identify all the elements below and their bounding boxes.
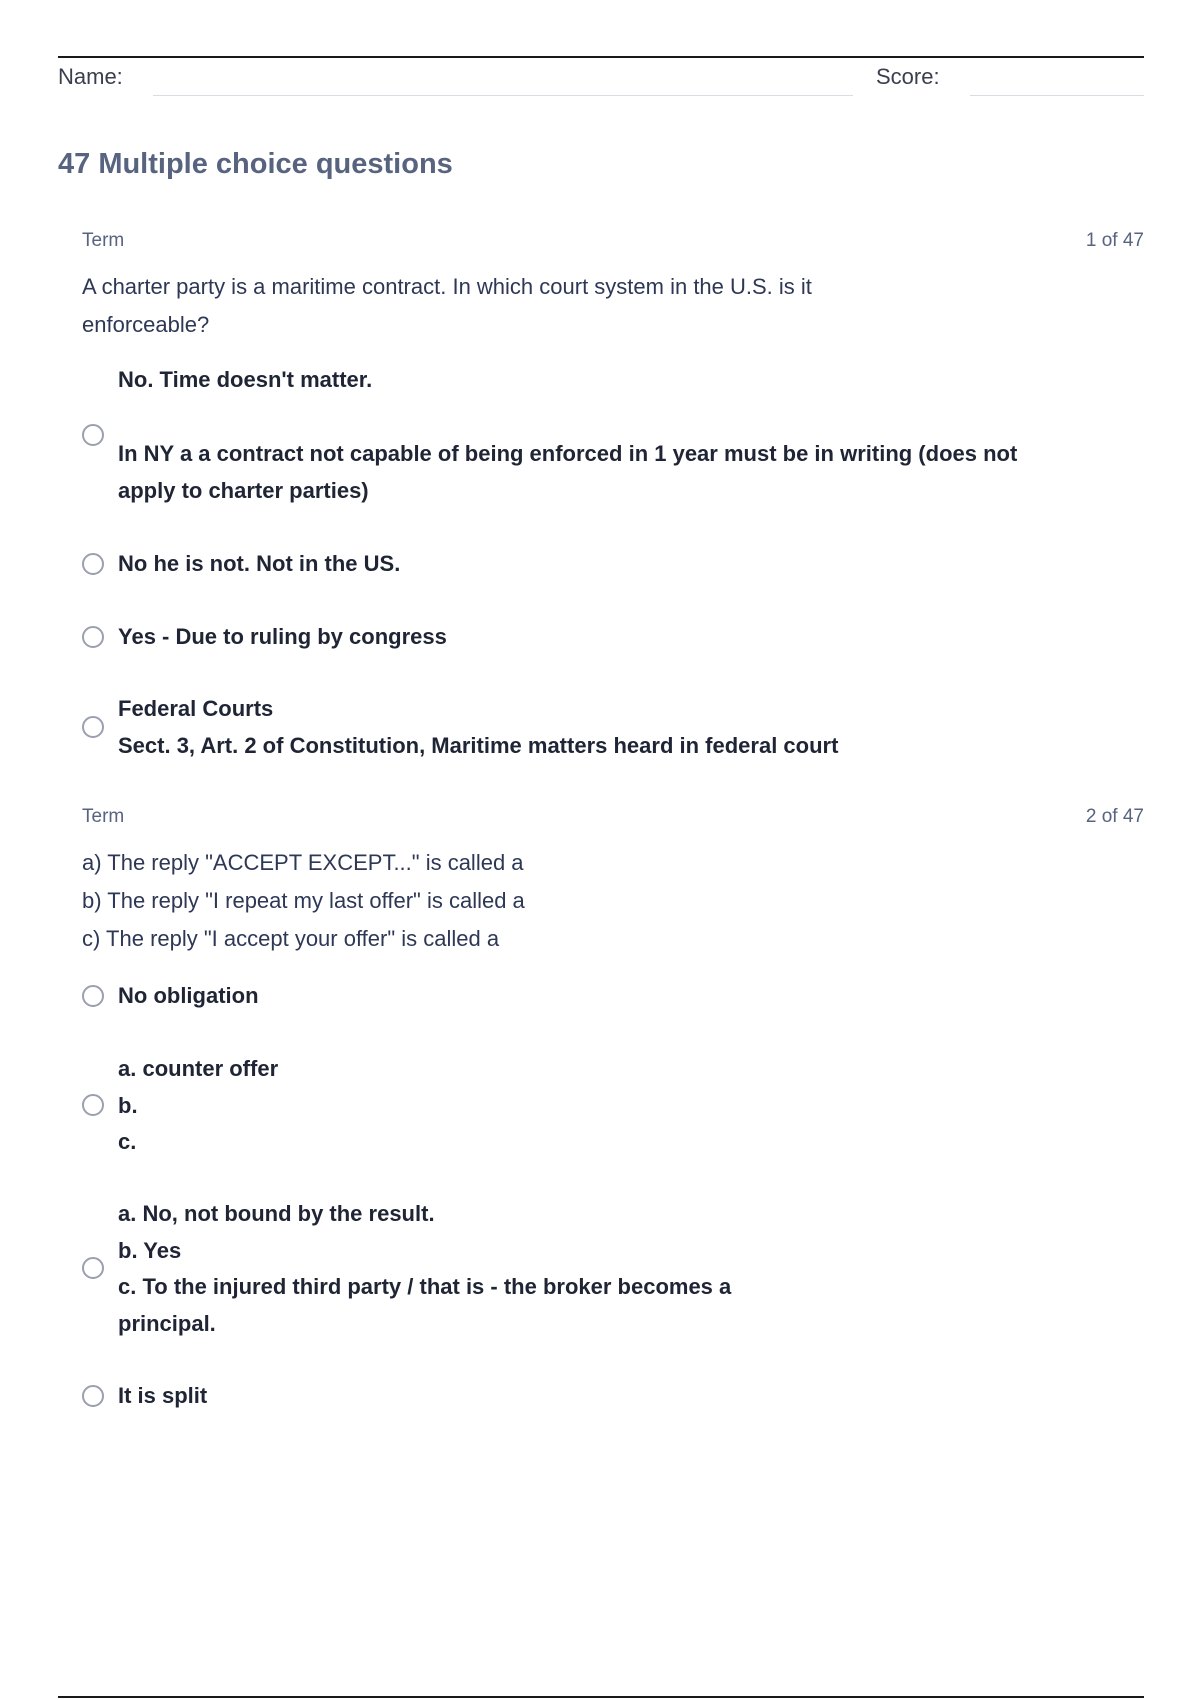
radio-button[interactable] [82,553,104,575]
name-label: Name: [58,64,123,89]
score-label: Score: [876,64,940,89]
option-label: No. Time doesn't matter. [118,367,373,392]
question-2 [82,806,1144,958]
radio-button[interactable] [82,626,104,648]
name-score-row [58,62,1144,98]
question-meta [82,230,1144,256]
option-label: Federal Courts Sect. 3, Art. 2 of Constitution, Maritime matters heard in federal court [118,696,839,758]
option-label: It is split [118,1383,208,1408]
option-label: Yes - Due to ruling by congress [118,624,447,649]
radio-button[interactable] [82,985,104,1007]
question-meta [82,806,1144,832]
option-label: No obligation [118,983,259,1008]
radio-button[interactable] [82,716,104,738]
worksheet-page [58,0,1144,1700]
question-kind-label: Term [82,806,125,827]
radio-button[interactable] [82,1257,104,1279]
score-field[interactable] [970,95,1144,96]
option-label: In NY a a contract not capable of being enforced in 1 year must be in writing (does not apply to charter parties) [118,441,1018,503]
question-1 [82,230,1144,344]
question-counter: 2 of 47 [1085,806,1144,827]
option-label: No he is not. Not in the US. [118,551,401,576]
name-field[interactable] [153,95,853,96]
radio-button[interactable] [82,1094,104,1116]
question-counter: 1 of 47 [1085,230,1144,251]
radio-button[interactable] [82,424,104,446]
question-kind-label: Term [82,230,125,251]
option-label: a. counter offer b. c. [118,1056,279,1154]
option-label: a. No, not bound by the result. b. Yes c. To the injured third party / that is - the broker becomes a principal. [118,1201,732,1336]
top-divider [58,56,1144,58]
question-text: a) The reply "ACCEPT EXCEPT..." is called a b) The reply "I repeat my last offer" is called a c) The reply "I accept your offer" is called a [82,850,525,951]
radio-button[interactable] [82,1385,104,1407]
section-heading: 47 Multiple choice questions [58,148,453,180]
question-text: A charter party is a maritime contract. In which court system in the U.S. is it enforceable? [82,274,812,337]
bottom-divider [58,1696,1144,1698]
